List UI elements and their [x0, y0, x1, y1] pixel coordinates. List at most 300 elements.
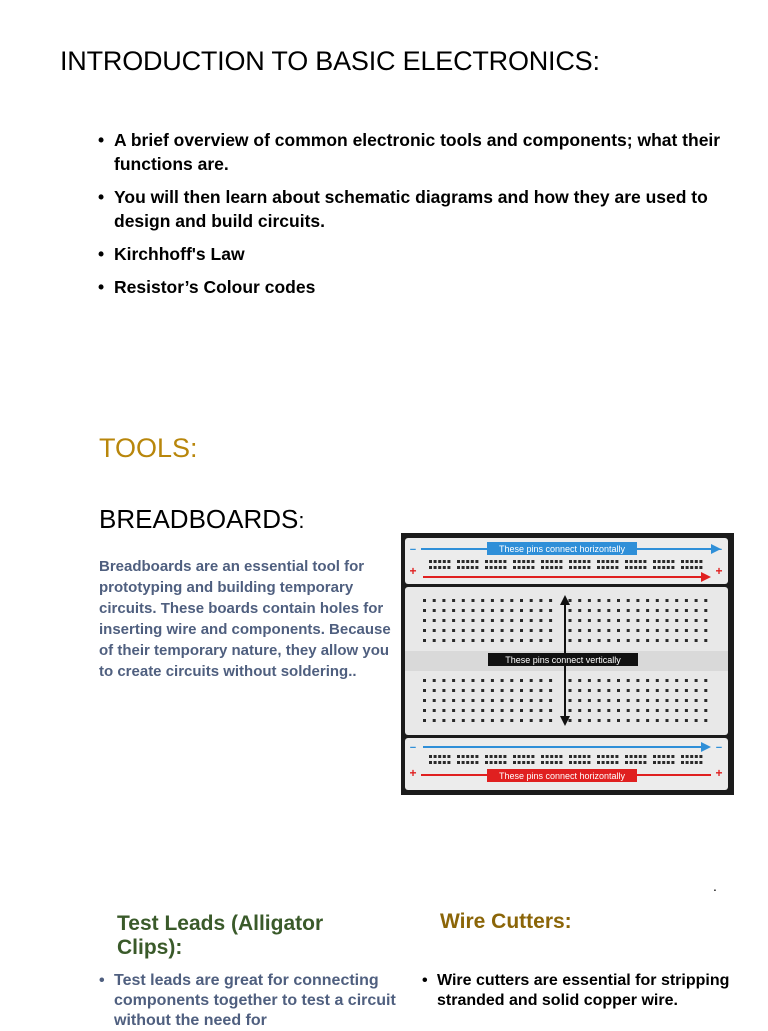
- breadboard-hole: [499, 761, 502, 764]
- breadboard-hole: [494, 566, 497, 569]
- breadboard-hole: [510, 609, 513, 612]
- breadboard-hole: [695, 629, 698, 632]
- breadboard-hole: [656, 639, 659, 642]
- breadboard-hole: [667, 560, 670, 563]
- breadboard-hole: [695, 599, 698, 602]
- breadboard-hole: [627, 679, 630, 682]
- breadboard-hole: [656, 629, 659, 632]
- breadboard-hole: [695, 619, 698, 622]
- breadboard-hole: [685, 629, 688, 632]
- breadboard-hole: [510, 679, 513, 682]
- breadboard-hole: [541, 560, 544, 563]
- breadboard-hole: [607, 719, 610, 722]
- breadboard-hole: [472, 709, 475, 712]
- breadboard-hole: [457, 761, 460, 764]
- breadboard-hole: [597, 566, 600, 569]
- breadboard-hole: [588, 679, 591, 682]
- breadboard-hole: [513, 566, 516, 569]
- breadboard-hole: [695, 699, 698, 702]
- breadboard-hole: [588, 609, 591, 612]
- intro-bullet: • Resistor’s Colour codes: [98, 275, 738, 299]
- breadboard-hole: [625, 566, 628, 569]
- breadboard-hole: [546, 566, 549, 569]
- breadboard-hole: [699, 755, 702, 758]
- breadboard-hole: [617, 679, 620, 682]
- breadboard-hole: [627, 609, 630, 612]
- breadboards-heading: [99, 504, 305, 535]
- breadboard-hole: [617, 629, 620, 632]
- breadboard-hole: [471, 566, 474, 569]
- breadboard-hole: [636, 619, 639, 622]
- breadboard-hole: [588, 689, 591, 692]
- breadboard-hole: [438, 755, 441, 758]
- breadboard-hole: [681, 755, 684, 758]
- breadboard-hole: [607, 699, 610, 702]
- breadboard-hole: [699, 566, 702, 569]
- breadboard-hole: [520, 629, 523, 632]
- breadboard-hole: [434, 566, 437, 569]
- breadboard-hole: [583, 560, 586, 563]
- test-leads-heading: Test Leads (Alligator Clips):: [117, 912, 324, 959]
- breadboard-hole: [491, 639, 494, 642]
- breadboard-hole: [501, 609, 504, 612]
- breadboard-hole: [630, 761, 633, 764]
- breadboard-hole: [625, 560, 628, 563]
- breadboard-hole: [569, 599, 572, 602]
- breadboard-hole: [522, 566, 525, 569]
- breadboard-hole: [539, 719, 542, 722]
- breadboard-hole: [636, 709, 639, 712]
- breadboard-hole: [574, 560, 577, 563]
- breadboard-hole: [598, 689, 601, 692]
- breadboard-hole: [520, 679, 523, 682]
- breadboard-hole: [466, 761, 469, 764]
- breadboard-hole: [653, 761, 656, 764]
- breadboard-hole: [646, 689, 649, 692]
- breadboard-hole: [598, 619, 601, 622]
- breadboard-hole: [690, 755, 693, 758]
- breadboard-hole: [520, 609, 523, 612]
- breadboard-hole: [607, 599, 610, 602]
- breadboard-hole: [569, 755, 572, 758]
- breadboard-hole: [520, 639, 523, 642]
- breadboard-hole: [569, 719, 572, 722]
- breadboard-hole: [462, 689, 465, 692]
- breadboard-hole: [578, 679, 581, 682]
- breadboard-hole: [518, 755, 521, 758]
- breadboard-hole: [475, 761, 478, 764]
- breadboard-hole: [588, 709, 591, 712]
- breadboard-hole: [491, 679, 494, 682]
- breadboard-hole: [472, 679, 475, 682]
- breadboard-hole: [639, 755, 642, 758]
- breadboard-hole: [607, 679, 610, 682]
- breadboard-hole: [481, 719, 484, 722]
- breadboard-hole: [462, 699, 465, 702]
- breadboard-hole: [695, 560, 698, 563]
- breadboard-hole: [685, 679, 688, 682]
- breadboard-hole: [447, 755, 450, 758]
- bottom-label: These pins connect horizontally: [498, 771, 626, 781]
- breadboard-hole: [433, 629, 436, 632]
- breadboard-hole: [617, 699, 620, 702]
- breadboard-hole: [443, 560, 446, 563]
- breadboard-hole: [646, 719, 649, 722]
- plus-sign: +: [409, 766, 417, 780]
- breadboard-hole: [569, 560, 572, 563]
- breadboard-hole: [634, 761, 637, 764]
- breadboard-hole: [466, 566, 469, 569]
- breadboard-hole: [539, 699, 542, 702]
- breadboard-hole: [527, 566, 530, 569]
- breadboard-hole: [549, 719, 552, 722]
- breadboard-hole: [675, 629, 678, 632]
- plus-sign: +: [715, 766, 723, 780]
- breadboard-hole: [518, 560, 521, 563]
- breadboard-hole: [578, 619, 581, 622]
- breadboard-hole: [699, 560, 702, 563]
- breadboard-hole: [433, 599, 436, 602]
- breadboard-hole: [433, 689, 436, 692]
- breadboard-hole: [686, 755, 689, 758]
- breadboard-hole: [475, 755, 478, 758]
- breadboard-hole: [499, 566, 502, 569]
- breadboard-hole: [549, 619, 552, 622]
- breadboard-hole: [434, 761, 437, 764]
- breadboard-hole: [588, 639, 591, 642]
- breadboard-hole: [452, 609, 455, 612]
- breadboard-hole: [429, 755, 432, 758]
- breadboard-hole: [569, 761, 572, 764]
- breadboard-hole: [602, 755, 605, 758]
- breadboard-hole: [588, 599, 591, 602]
- breadboard-hole: [643, 560, 646, 563]
- plus-sign: +: [715, 564, 723, 578]
- breadboard-hole: [510, 689, 513, 692]
- breadboard-hole: [588, 619, 591, 622]
- breadboard-hole: [617, 639, 620, 642]
- breadboard-hole: [530, 629, 533, 632]
- breadboard-hole: [559, 761, 562, 764]
- breadboard-hole: [433, 709, 436, 712]
- breadboard-hole: [442, 679, 445, 682]
- breadboard-hole: [607, 609, 610, 612]
- breadboard-hole: [662, 761, 665, 764]
- breadboard-hole: [490, 560, 493, 563]
- breadboard-hole: [494, 755, 497, 758]
- breadboard-hole: [530, 679, 533, 682]
- breadboards-heading-text: BREADBOARDS: [99, 504, 299, 534]
- breadboard-hole: [569, 639, 572, 642]
- breadboard-hole: [423, 599, 426, 602]
- breadboard-hole: [539, 679, 542, 682]
- breadboard-hole: [675, 619, 678, 622]
- breadboard-hole: [671, 761, 674, 764]
- breadboard-hole: [530, 709, 533, 712]
- breadboard-hole: [685, 619, 688, 622]
- breadboard-hole: [550, 761, 553, 764]
- breadboard-hole: [690, 560, 693, 563]
- wire-cutters-bullet: • Wire cutters are essential for stripping stranded and solid copper wire.: [422, 971, 732, 1011]
- breadboard-hole: [588, 699, 591, 702]
- breadboard-hole: [510, 629, 513, 632]
- breadboard-hole: [531, 566, 534, 569]
- breadboard-hole: [549, 629, 552, 632]
- breadboard-hole: [666, 619, 669, 622]
- breadboard-hole: [555, 566, 558, 569]
- breadboard-hole: [643, 761, 646, 764]
- breadboard-hole: [539, 709, 542, 712]
- breadboard-hole: [433, 639, 436, 642]
- breadboard-hole: [555, 755, 558, 758]
- breadboard-hole: [685, 609, 688, 612]
- breadboard-hole: [490, 566, 493, 569]
- breadboard-hole: [646, 639, 649, 642]
- breadboard-hole: [539, 619, 542, 622]
- intro-bullet: • A brief overview of common electronic tools and components; what their functions are.: [98, 128, 738, 176]
- breadboard-hole: [606, 566, 609, 569]
- breadboard-hole: [634, 560, 637, 563]
- breadboard-hole: [627, 619, 630, 622]
- breadboard-hole: [675, 689, 678, 692]
- breadboard-hole: [442, 639, 445, 642]
- breadboard-hole: [606, 560, 609, 563]
- breadboard-hole: [656, 609, 659, 612]
- breadboard-hole: [466, 755, 469, 758]
- breadboard-hole: [569, 619, 572, 622]
- breadboard-hole: [627, 709, 630, 712]
- breadboard-hole: [546, 755, 549, 758]
- breadboard-hole: [423, 689, 426, 692]
- breadboard-hole: [611, 560, 614, 563]
- breadboard-hole: [587, 560, 590, 563]
- minus-sign: −: [409, 742, 417, 754]
- breadboard-hole: [471, 560, 474, 563]
- breadboard-hole: [546, 761, 549, 764]
- minus-sign: −: [409, 544, 417, 556]
- breadboard-hole: [472, 639, 475, 642]
- breadboard-hole: [530, 609, 533, 612]
- breadboard-hole: [646, 619, 649, 622]
- breadboard-hole: [442, 699, 445, 702]
- breadboard-hole: [695, 755, 698, 758]
- breadboard-hole: [438, 566, 441, 569]
- breadboard-hole: [667, 566, 670, 569]
- breadboard-hole: [704, 709, 707, 712]
- breadboard-hole: [539, 629, 542, 632]
- breadboard-hole: [481, 699, 484, 702]
- breadboard-hole: [541, 761, 544, 764]
- breadboard-hole: [597, 755, 600, 758]
- breadboard-hole: [442, 619, 445, 622]
- breadboard-hole: [704, 719, 707, 722]
- breadboard-hole: [423, 639, 426, 642]
- breadboard-hole: [423, 719, 426, 722]
- breadboard-hole: [490, 755, 493, 758]
- breadboard-hole: [656, 689, 659, 692]
- breadboard-hole: [452, 709, 455, 712]
- breadboard-hole: [490, 761, 493, 764]
- breadboard-hole: [462, 755, 465, 758]
- breadboard-hole: [520, 699, 523, 702]
- breadboard-hole: [653, 566, 656, 569]
- breadboard-hole: [550, 560, 553, 563]
- breadboard-hole: [666, 719, 669, 722]
- breadboard-hole: [491, 699, 494, 702]
- breadboard-hole: [550, 566, 553, 569]
- breadboard-hole: [598, 599, 601, 602]
- breadboard-hole: [666, 639, 669, 642]
- breadboard-hole: [485, 560, 488, 563]
- breadboard-hole: [704, 619, 707, 622]
- breadboard-hole: [462, 761, 465, 764]
- breadboard-hole: [494, 761, 497, 764]
- breadboard-hole: [520, 689, 523, 692]
- breadboard-hole: [662, 755, 665, 758]
- breadboard-hole: [602, 761, 605, 764]
- breadboard-hole: [578, 629, 581, 632]
- breadboard-hole: [686, 761, 689, 764]
- breadboards-description: Breadboards are an essential tool for prototyping and building temporary circuits. These boards contain holes for inserting wire and components. Because of their temporary nature, they allow you to create circuits without soldering..: [99, 558, 391, 680]
- breadboard-hole: [578, 689, 581, 692]
- breadboard-hole: [675, 709, 678, 712]
- breadboard-hole: [423, 679, 426, 682]
- breadboard-hole: [611, 761, 614, 764]
- breadboard-hole: [452, 619, 455, 622]
- breadboard-hole: [646, 629, 649, 632]
- breadboard-hole: [481, 629, 484, 632]
- breadboard-hole: [501, 629, 504, 632]
- tools-heading: TOOLS:: [99, 433, 198, 463]
- plus-sign: +: [409, 564, 417, 578]
- breadboard-hole: [666, 699, 669, 702]
- breadboard-hole: [643, 755, 646, 758]
- breadboard-hole: [520, 719, 523, 722]
- breadboard-hole: [503, 560, 506, 563]
- breadboard-hole: [627, 719, 630, 722]
- breadboard-hole: [695, 679, 698, 682]
- breadboard-hole: [615, 560, 618, 563]
- breadboard-hole: [658, 755, 661, 758]
- breadboard-hole: [452, 689, 455, 692]
- breadboard-hole: [695, 689, 698, 692]
- breadboard-hole: [503, 761, 506, 764]
- breadboard-hole: [510, 699, 513, 702]
- breadboard-hole: [627, 699, 630, 702]
- breadboard-hole: [433, 699, 436, 702]
- breadboard-hole: [530, 689, 533, 692]
- breadboard-hole: [520, 619, 523, 622]
- breadboard-hole: [522, 755, 525, 758]
- breadboard-hole: [530, 639, 533, 642]
- test-leads-list: [99, 971, 399, 1031]
- breadboard-hole: [627, 629, 630, 632]
- breadboard-hole: [681, 761, 684, 764]
- breadboard-hole: [666, 679, 669, 682]
- breadboard-hole: [656, 599, 659, 602]
- breadboard-hole: [695, 761, 698, 764]
- breadboard-hole: [695, 709, 698, 712]
- breadboard-hole: [452, 629, 455, 632]
- breadboard-hole: [643, 566, 646, 569]
- breadboard-hole: [646, 599, 649, 602]
- breadboard-hole: [510, 709, 513, 712]
- breadboard-hole: [574, 755, 577, 758]
- breadboard-hole: [646, 709, 649, 712]
- breadboard-hole: [578, 699, 581, 702]
- breadboard-hole: [607, 709, 610, 712]
- breadboard-hole: [530, 599, 533, 602]
- breadboard-hole: [539, 609, 542, 612]
- breadboard-hole: [704, 679, 707, 682]
- breadboard-hole: [510, 619, 513, 622]
- breadboard-hole: [541, 755, 544, 758]
- breadboard-hole: [481, 619, 484, 622]
- page-title: INTRODUCTION TO BASIC ELECTRONICS:: [60, 46, 600, 76]
- breadboard-hole: [549, 689, 552, 692]
- breadboard-hole: [685, 709, 688, 712]
- breadboard-hole: [481, 689, 484, 692]
- breadboard-hole: [501, 709, 504, 712]
- breadboard-hole: [442, 629, 445, 632]
- breadboard-hole: [549, 609, 552, 612]
- breadboard-hole: [617, 709, 620, 712]
- breadboard-hole: [438, 560, 441, 563]
- breadboard-hole: [636, 639, 639, 642]
- breadboard-hole: [457, 560, 460, 563]
- breadboard-hole: [578, 709, 581, 712]
- breadboard-hole: [636, 609, 639, 612]
- breadboard-hole: [462, 619, 465, 622]
- breadboard-hole: [549, 679, 552, 682]
- breadboard-hole: [491, 629, 494, 632]
- breadboard-hole: [666, 629, 669, 632]
- breadboard-hole: [615, 755, 618, 758]
- breadboard-hole: [539, 689, 542, 692]
- breadboard-hole: [546, 560, 549, 563]
- breadboard-hole: [522, 560, 525, 563]
- breadboard-hole: [569, 699, 572, 702]
- breadboard-hole: [491, 599, 494, 602]
- breadboard-hole: [578, 609, 581, 612]
- breadboard-hole: [598, 629, 601, 632]
- intro-bullet-list: [98, 128, 738, 308]
- breadboard-hole: [434, 755, 437, 758]
- breadboard-hole: [578, 560, 581, 563]
- breadboard-hole: [578, 761, 581, 764]
- breadboard-hole: [627, 599, 630, 602]
- breadboard-hole: [607, 619, 610, 622]
- breadboard-hole: [462, 609, 465, 612]
- breadboard-hole: [559, 560, 562, 563]
- breadboard-hole: [598, 719, 601, 722]
- breadboard-hole: [443, 566, 446, 569]
- breadboard-hole: [481, 679, 484, 682]
- breadboard-hole: [452, 719, 455, 722]
- breadboard-hole: [429, 566, 432, 569]
- breadboard-hole: [491, 609, 494, 612]
- breadboard-hole: [681, 566, 684, 569]
- breadboard-hole: [627, 689, 630, 692]
- breadboard-hole: [639, 560, 642, 563]
- breadboard-hole: [433, 679, 436, 682]
- breadboard-hole: [447, 761, 450, 764]
- breadboard-hole: [662, 560, 665, 563]
- breadboard-hole: [503, 566, 506, 569]
- breadboard-hole: [656, 679, 659, 682]
- breadboard-hole: [569, 566, 572, 569]
- breadboard-hole: [598, 679, 601, 682]
